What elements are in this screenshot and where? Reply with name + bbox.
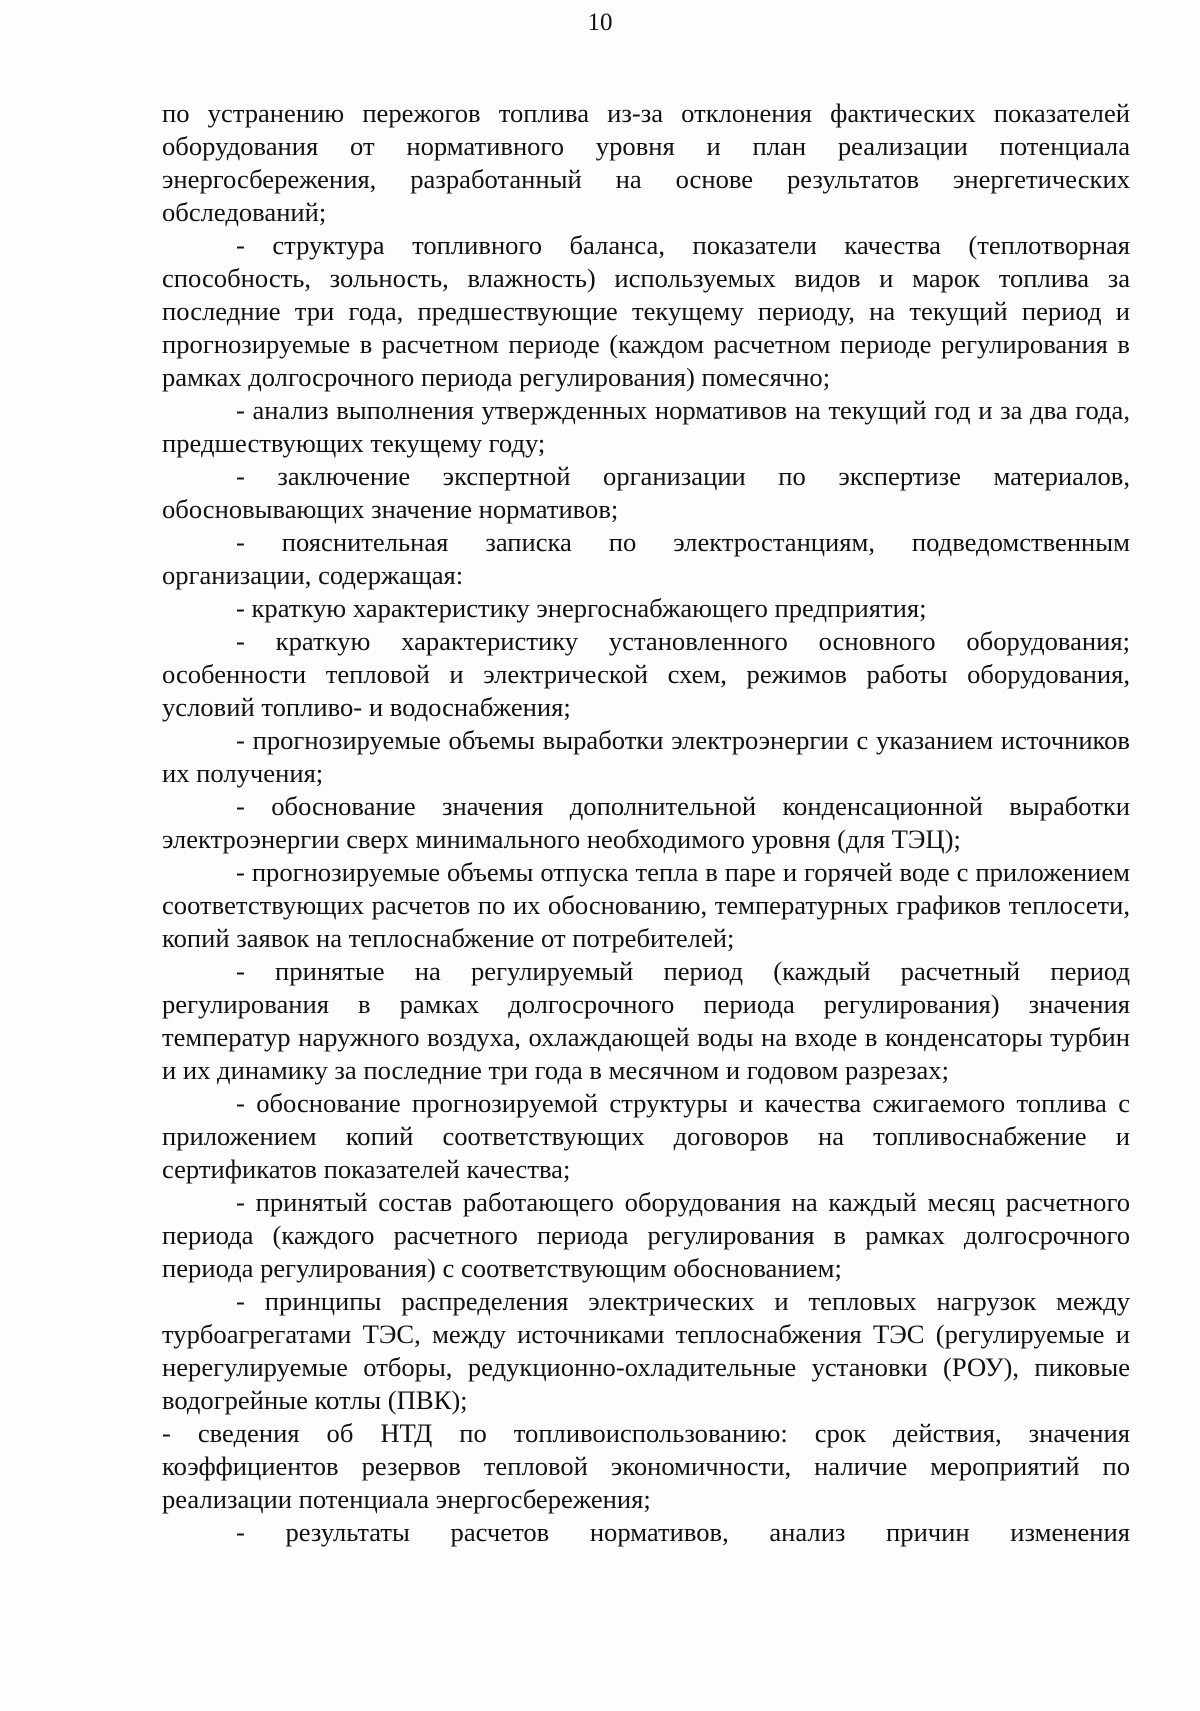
page-number: 10 (587, 9, 613, 36)
list-item-fuel-balance-structure: - структура топливного баланса, показатели качества (теплотворная способность, зольность, влажность) используемых видов и марок топлива за последние три года, предшествующие текущему периоду, на текущий период и прогнозируемые в расчетном периоде (каждом расчетном периоде регулирования в рамках долгосрочного периода регулирования) помесячно; (162, 230, 1130, 392)
list-item-condensation-output: - обоснование значения дополнительной конденсационной выработки электроэнергии сверх минимального необходимого уровня (для ТЭЦ); (162, 791, 1130, 854)
list-item-norms-analysis: - анализ выполнения утвержденных нормативов на текущий год и за два года, предшествующих текущему году; (162, 395, 1130, 458)
list-item-expert-conclusion: - заключение экспертной организации по экспертизе материалов, обосновывающих значение нормативов; (162, 461, 1130, 524)
list-item-load-distribution: - принципы распределения электрических и тепловых нагрузок между турбоагрегатами ТЭС, между источниками теплоснабжения ТЭС (регулируемые и нерегулируемые отборы, редукционно-охладительные установки (РОУ), пиковые водогрейные котлы (ПВК); (162, 1286, 1130, 1415)
list-item-norm-calculation-results: - результаты расчетов нормативов, анализ причин изменения (236, 1517, 1130, 1547)
paragraph-continuation: по устранению пережогов топлива из-за отклонения фактических показателей оборудования от нормативного уровня и план реализации потенциала энергосбережения, разработанный на основе результатов энергетических обследований; (162, 98, 1130, 227)
list-item-enterprise-characteristics: - краткую характеристику энергоснабжающего предприятия; (236, 593, 927, 623)
list-item-fuel-structure-justification: - обоснование прогнозируемой структуры и качества сжигаемого топлива с приложением копий соответствующих договоров на топливоснабжение и сертификатов показателей качества; (162, 1088, 1130, 1184)
list-item-temperature-values: - принятые на регулируемый период (каждый расчетный период регулирования в рамках долгосрочного периода регулирования) значения температур наружного воздуха, охлаждающей воды на входе в конденсаторы турбин и их динамику за последние три года в месячном и годовом разрезах; (162, 956, 1130, 1085)
document-body (162, 97, 1130, 1549)
list-item-equipment-characteristics: - краткую характеристику установленного основного оборудования; особенности тепловой и электрической схем, режимов работы оборудования, условий топливо- и водоснабжения; (162, 626, 1130, 722)
list-item-equipment-composition: - принятый состав работающего оборудования на каждый месяц расчетного периода (каждого расчетного периода регулирования в рамках долгосрочного периода регулирования) с соответствующим обоснованием; (162, 1187, 1130, 1283)
list-item-electricity-output-forecast: - прогнозируемые объемы выработки электроэнергии с указанием источников их получения; (162, 725, 1130, 788)
list-item-ntd-information: - сведения об НТД по топливоиспользованию: срок действия, значения коэффициентов резервов тепловой экономичности, наличие мероприятий по реализации потенциала энергосбережения; (162, 1418, 1130, 1514)
list-item-explanatory-note: - пояснительная записка по электростанциям, подведомственным организации, содержащая: (162, 527, 1130, 590)
list-item-heat-supply-forecast: - прогнозируемые объемы отпуска тепла в паре и горячей воде с приложением соответствующих расчетов по их обоснованию, температурных графиков теплосети, копий заявок на теплоснабжение от потребителей; (162, 857, 1130, 953)
